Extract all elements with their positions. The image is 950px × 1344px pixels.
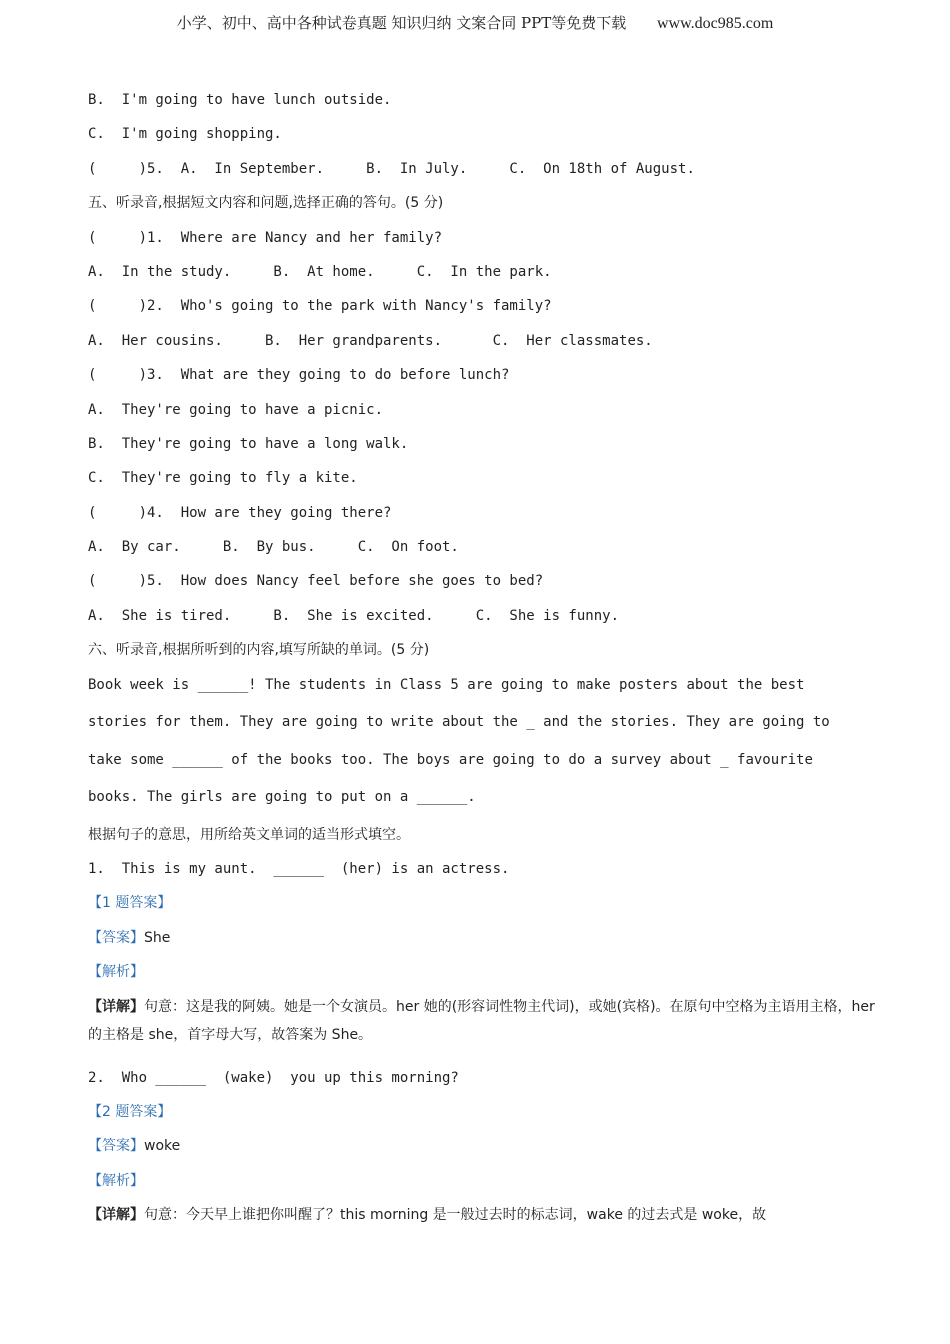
question-line: ( )3. What are they going to do before lunch? xyxy=(88,367,510,384)
question-1: 1. This is my aunt. ______ (her) is an actress. xyxy=(88,861,510,878)
passage-line: stories for them. They are going to write about the _ and the stories. They are going to xyxy=(88,714,830,731)
answer-label: 【答案】 xyxy=(88,929,144,946)
document-body xyxy=(88,86,878,1238)
question-2: 2. Who ______ (wake) you up this morning? xyxy=(88,1069,459,1086)
option-line: B. They're going to have a long walk. xyxy=(88,435,409,452)
question-line: ( )2. Who's going to the park with Nancy's family? xyxy=(88,298,552,315)
option-line: C. They're going to fly a kite. xyxy=(88,470,358,487)
header-text: 小学、初中、高中各种试卷真题 知识归纳 文案合同 PPT等免费下载 xyxy=(176,14,627,32)
question-line: ( )1. Where are Nancy and her family? xyxy=(88,229,443,246)
section-heading-6: 六、听录音,根据所听到的内容,填写所缺的单词。(5 分) xyxy=(88,642,430,659)
passage-line: Book week is ______! The students in Class 5 are going to make posters about the best xyxy=(88,676,805,693)
header-url[interactable]: www.doc985.com xyxy=(657,15,774,32)
analysis-label-2: 【解析】 xyxy=(88,1172,144,1189)
fill-instruction: 根据句子的意思，用所给英文单词的适当形式填空。 xyxy=(88,826,410,843)
detail-text: 句意：这是我的阿姨。她是一个女演员。her 她的(形容词性物主代词)，或她(宾格)。在原句中空格为主语用主格，her 的主格是 she，首字母大写，故答案为 She。 xyxy=(88,998,875,1043)
answer-value: woke xyxy=(144,1138,181,1155)
passage-line: books. The girls are going to put on a ______. xyxy=(88,789,476,806)
answer-value: She xyxy=(144,929,171,946)
question-line: ( )4. How are they going there? xyxy=(88,504,392,521)
question-line: ( )5. A. In September. B. In July. C. On 18th of August. xyxy=(88,160,695,177)
option-line: A. She is tired. B. She is excited. C. She is funny. xyxy=(88,607,620,624)
answer-tag-2: 【2 题答案】 xyxy=(88,1103,172,1120)
detail-label: 【详解】 xyxy=(88,998,144,1015)
option-line: B. I'm going to have lunch outside. xyxy=(88,92,392,108)
answer-line-2 xyxy=(88,1132,878,1166)
detail-paragraph-2 xyxy=(88,1201,878,1238)
answer-tag-1: 【1 题答案】 xyxy=(88,895,172,912)
option-line: A. They're going to have a picnic. xyxy=(88,401,384,418)
detail-text: 句意：今天早上谁把你叫醒了？this morning 是一般过去时的标志词，wake 的过去式是 woke，故 xyxy=(144,1207,767,1224)
option-line: A. In the study. B. At home. C. In the park. xyxy=(88,263,552,280)
option-line: A. Her cousins. B. Her grandparents. C. Her classmates. xyxy=(88,332,653,349)
question-line: ( )5. How does Nancy feel before she goes to bed? xyxy=(88,573,544,590)
section-heading-5: 五、听录音,根据短文内容和问题,选择正确的答句。(5 分) xyxy=(88,195,444,212)
answer-line-1 xyxy=(88,924,878,958)
passage-line: take some ______ of the books too. The boys are going to do a survey about _ favourite xyxy=(88,751,813,768)
option-line: C. I'm going shopping. xyxy=(88,126,282,143)
answer-label: 【答案】 xyxy=(88,1138,144,1155)
detail-paragraph-1 xyxy=(88,993,878,1043)
option-line: A. By car. B. By bus. C. On foot. xyxy=(88,539,459,556)
detail-label: 【详解】 xyxy=(88,1207,144,1224)
analysis-label-1: 【解析】 xyxy=(88,964,144,981)
page-header xyxy=(0,12,950,33)
